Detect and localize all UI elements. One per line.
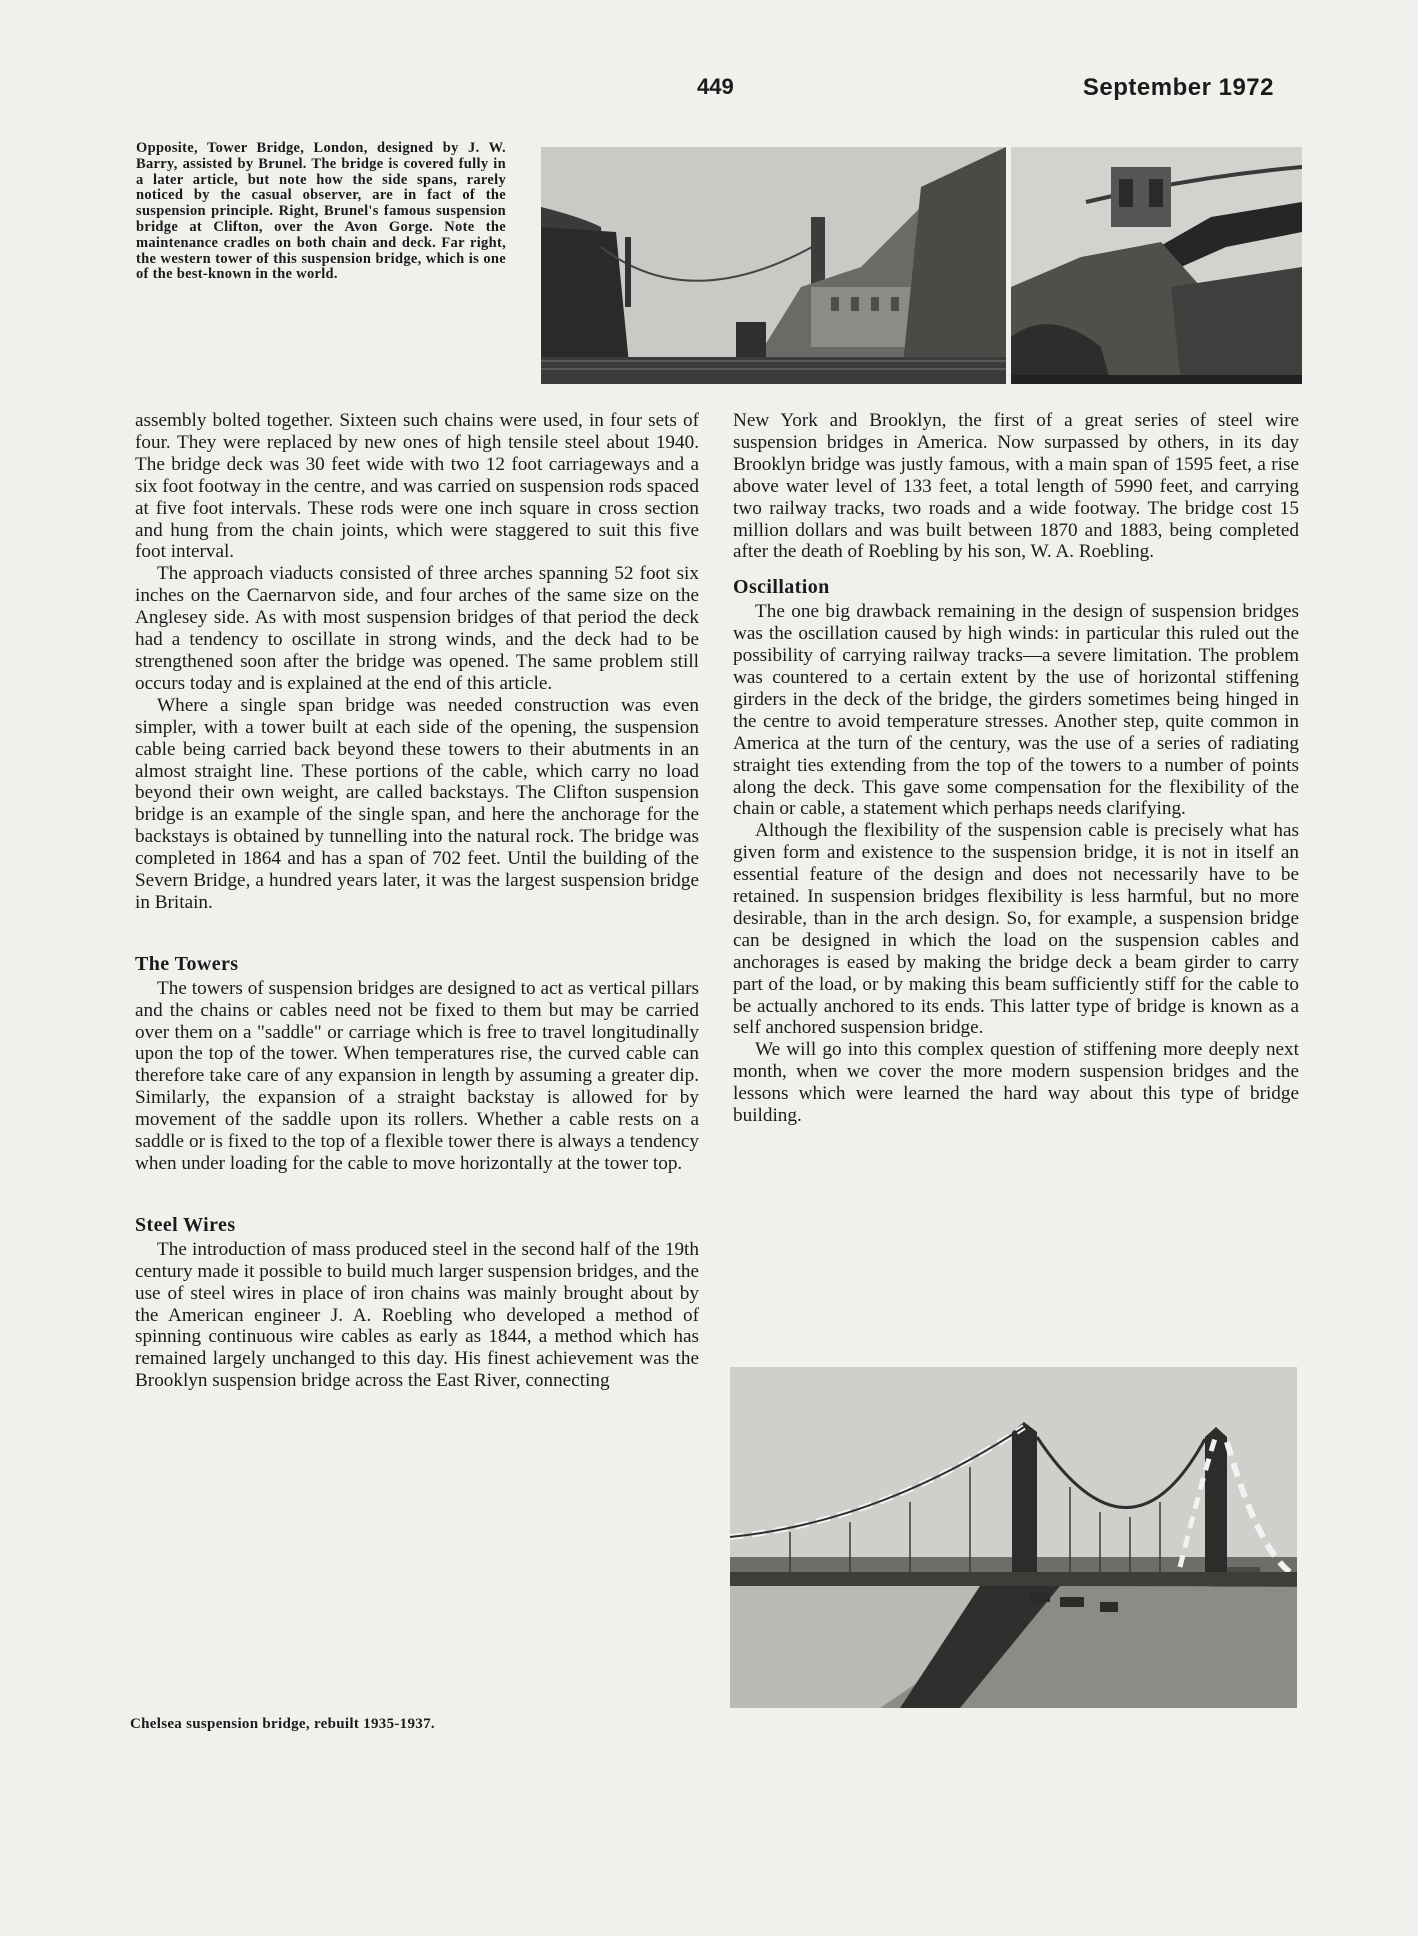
page-header (0, 74, 1418, 114)
left-column (135, 410, 699, 1392)
section-heading-oscillation: Oscillation (733, 576, 830, 599)
paragraph: The approach viaducts consisted of three arches spanning 52 foot six inches on the Caernarvon side, and four arches of the same size on the Anglesey side. As with most suspension bridges of that period the deck had a tendency to oscillate in strong winds, and the deck had to be strengthened soon after the bridge was opened. The same problem still occurs today and is explained at the end of this article. (135, 563, 699, 694)
paragraph: New York and Brooklyn, the first of a great series of steel wire suspension bridges in America. Now surpassed by others, in its day Brooklyn bridge was justly famous, with a main span of 1595 feet, a rise above water level of 133 feet, a total length of 5990 feet, and carrying two railway tracks, two roads and a wide footway. The bridge cost 15 million dollars and was built between 1870 and 1883, being completed after the death of Roebling by his son, W. A. Roebling. (733, 410, 1299, 563)
section-heading-towers: The Towers (135, 952, 239, 975)
paragraph: The towers of suspension bridges are designed to act as vertical pillars and the chains or cables need not be fixed to them but may be carried over them on a "saddle" or carriage which is free to travel longitudinally upon the top of the tower. When temperatures rise, the curved cable can therefore take care of any expansion in length by assuming a greater dip. Similarly, the expansion of a straight backstay is allowed for by movement of the saddle upon its rollers. Whether a cable rests on a saddle or is fixed to the top of a flexible tower there is always a tendency when under loading for the cable to move horizontally at the tower top. (135, 977, 699, 1174)
paragraph: Although the flexibility of the suspension cable is precisely what has given form and existence to the suspension bridge, it is not in itself an essential feature of the design and does not necessarily have to be retained. In suspension bridges flexibility is less harmful, but no more desirable, than in the arch design. So, for example, a suspension bridge can be designed in which the load on the suspension cables and anchorages is eased by making the bridge deck a beam girder to carry part of the load, or by making this beam sufficiently stiff for the cable to be actually anchored to its ends. This latter type of bridge is known as a self anchored suspension bridge. (733, 820, 1299, 1039)
clifton-bridge-photo (541, 147, 1006, 384)
paragraph: We will go into this complex question of stiffening more deeply next month, when we cover the more modern suspension bridges and the lessons which were learned the hard way about this type of bridge building. (733, 1039, 1299, 1127)
paragraph: The introduction of mass produced steel in the second half of the 19th century made it possible to build much larger suspension bridges, and the use of steel wires in place of iron chains was mainly brought about by the American engineer J. A. Roebling who developed a method of spinning continuous wire cables as early as 1844, a method which has remained largely unchanged to this day. His finest achievement was the Brooklyn suspension bridge across the East River, connecting (135, 1238, 699, 1392)
clifton-tower-photo (1011, 147, 1302, 384)
photo-caption-top: Opposite, Tower Bridge, London, designed by J. W. Barry, assisted by Brunel. The bridge is covered fully in a later article, but note how the side spans, rarely noticed by the casual observer, are in fact of the suspension principle. Right, Brunel's famous suspension bridge at Clifton, over the Avon Gorge. Note the maintenance cradles on both chain and deck. Far right, the western tower of this suspension bridge, which is one of the best-known in the world. (136, 140, 506, 283)
page-number: 449 (697, 74, 734, 99)
chelsea-bridge-photo (730, 1367, 1297, 1708)
paragraph: assembly bolted together. Sixteen such chains were used, in four sets of four. They were replaced by new ones of high tensile steel about 1940. The bridge deck was 30 feet wide with two 12 foot carriageways and a six foot footway in the centre, and was carried on suspension rods spaced at five foot intervals. These rods were one inch square in cross section and hung from the chain joints, which were staggered to suit this five foot interval. (135, 410, 699, 563)
photo-caption-bottom: Chelsea suspension bridge, rebuilt 1935-1937. (130, 1716, 435, 1732)
issue-date: September 1972 (1082, 74, 1274, 101)
section-heading-steel-wires: Steel Wires (135, 1213, 236, 1236)
paragraph: The one big drawback remaining in the design of suspension bridges was the oscillation caused by high winds: in particular this ruled out the possibility of carrying railway tracks—a severe limitation. The problem was countered to a certain extent by the use of horizontal stiffening girders in the deck of the bridge, the girders sometimes being hinged in the centre to avoid temperature stresses. Another step, quite common in America at the turn of the century, was the use of a series of radiating straight ties extending from the top of the towers to a number of points along the deck. This gave some compensation for the flexibility of the chain or cable, a statement which perhaps needs clarifying. (733, 601, 1299, 820)
paragraph: Where a single span bridge was needed construction was even simpler, with a tower built at each side of the opening, the suspension cable being carried back beyond these towers to their abutments in an almost straight line. These portions of the cable, which carry no load beyond their own weight, are called backstays. The Clifton suspension bridge is an example of the single span, and here the anchorage for the backstays is obtained by tunnelling into the natural rock. The bridge was completed in 1864 and has a span of 702 feet. Until the building of the Severn Bridge, a hundred years later, it was the largest suspension bridge in Britain. (135, 694, 699, 913)
right-column (733, 410, 1299, 1127)
